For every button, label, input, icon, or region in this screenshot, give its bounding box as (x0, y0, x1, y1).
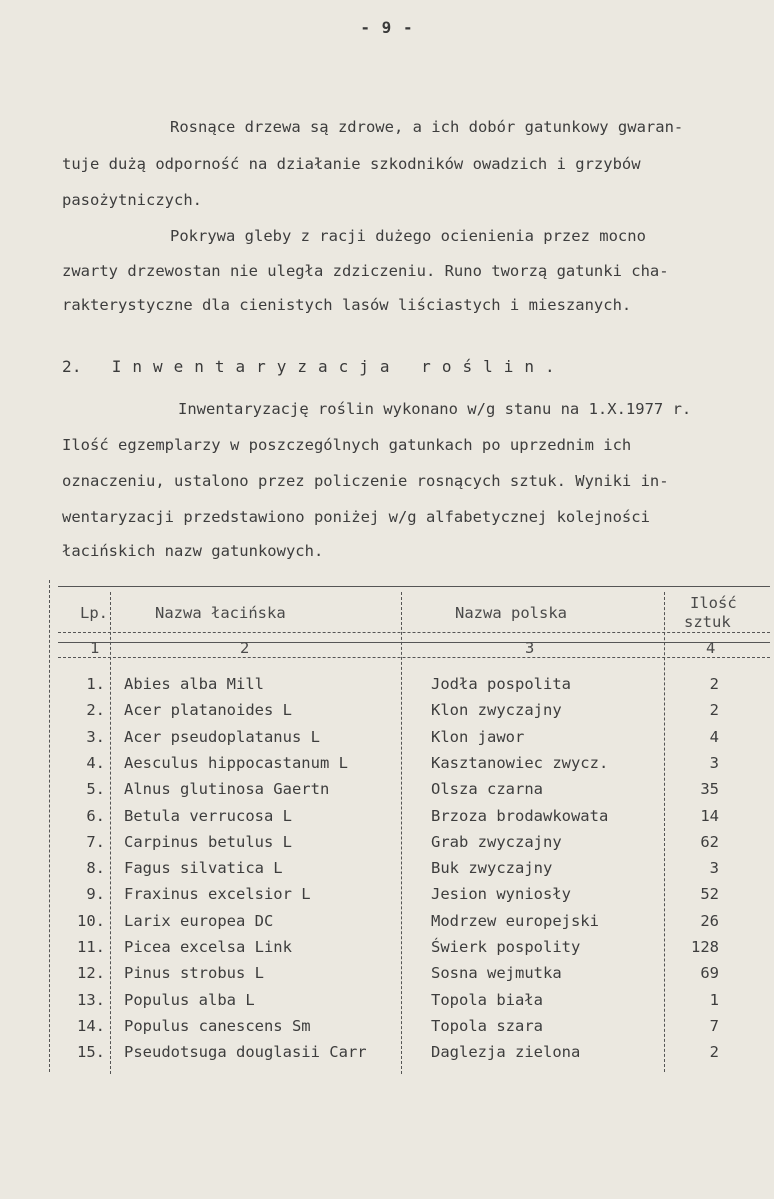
table-header-rule (58, 632, 770, 633)
row-count: 3 (709, 754, 719, 772)
section-heading (62, 357, 566, 376)
row-lp: 3. (86, 728, 105, 746)
column-number: 3 (525, 639, 535, 657)
row-lp: 14. (77, 1017, 105, 1035)
row-count: 2 (709, 701, 719, 719)
row-latin-name: Acer platanoides L (124, 701, 292, 719)
row-polish-name: Klon jawor (431, 728, 525, 746)
row-latin-name: Betula verrucosa L (124, 807, 292, 825)
row-count: 62 (700, 833, 719, 851)
text-line: Inwentaryzację roślin wykonano w/g stanu na 1.X.1977 r. (178, 400, 692, 418)
row-lp: 2. (86, 701, 105, 719)
row-count: 2 (709, 1043, 719, 1061)
row-count: 4 (709, 728, 719, 746)
row-count: 7 (709, 1017, 719, 1035)
text-line: Rosnące drzewa są zdrowe, a ich dobór gatunkowy gwaran- (170, 118, 684, 136)
row-lp: 7. (86, 833, 105, 851)
row-lp: 10. (77, 912, 105, 930)
header-polish-name: Nazwa polska (455, 604, 567, 622)
row-latin-name: Acer pseudoplatanus L (124, 728, 320, 746)
row-polish-name: Klon zwyczajny (431, 701, 562, 719)
text-line: wentaryzacji przedstawiono poniżej w/g alfabetycznej kolejności (62, 508, 650, 526)
header-count: Ilość (690, 594, 737, 612)
row-lp: 5. (86, 780, 105, 798)
row-count: 26 (700, 912, 719, 930)
row-polish-name: Świerk pospolity (431, 938, 581, 956)
row-latin-name: Fagus silvatica L (124, 859, 283, 877)
text-line: Pokrywa gleby z racji dużego ocienienia przez mocno (170, 227, 646, 245)
text-line: łacińskich nazw gatunkowych. (62, 542, 324, 560)
row-lp: 1. (86, 675, 105, 693)
row-count: 2 (709, 675, 719, 693)
column-number: 4 (706, 639, 716, 657)
row-latin-name: Alnus glutinosa Gaertn (124, 780, 330, 798)
row-latin-name: Abies alba Mill (124, 675, 264, 693)
row-polish-name: Sosna wejmutka (431, 964, 562, 982)
text-line: Ilość egzemplarzy w poszczególnych gatunkach po uprzednim ich (62, 436, 632, 454)
column-number: 1 (90, 639, 100, 657)
row-count: 52 (700, 885, 719, 903)
row-count: 35 (700, 780, 719, 798)
row-lp: 12. (77, 964, 105, 982)
row-polish-name: Topola szara (431, 1017, 543, 1035)
row-latin-name: Pseudotsuga douglasii Carr (124, 1043, 367, 1061)
table-col-rule (401, 592, 402, 1074)
row-latin-name: Carpinus betulus L (124, 833, 292, 851)
row-polish-name: Kasztanowiec zwycz. (431, 754, 609, 772)
row-lp: 13. (77, 991, 105, 1009)
header-lp: Lp. (80, 604, 108, 622)
row-latin-name: Aesculus hippocastanum L (124, 754, 348, 772)
row-polish-name: Brzoza brodawkowata (431, 807, 609, 825)
text-line: zwarty drzewostan nie uległa zdziczeniu. Runo tworzą gatunki cha- (62, 262, 669, 280)
row-polish-name: Daglezja zielona (431, 1043, 581, 1061)
row-count: 14 (700, 807, 719, 825)
row-polish-name: Olsza czarna (431, 780, 543, 798)
header-latin-name: Nazwa łacińska (155, 604, 286, 622)
row-polish-name: Jodła pospolita (431, 675, 571, 693)
row-polish-name: Buk zwyczajny (431, 859, 553, 877)
row-latin-name: Larix europea DC (124, 912, 274, 930)
table-top-rule (58, 586, 770, 587)
row-count: 69 (700, 964, 719, 982)
section-title: Inwentaryzacja roślin. (111, 357, 566, 376)
row-latin-name: Picea excelsa Link (124, 938, 292, 956)
section-number: 2. (62, 357, 82, 376)
page-number: - 9 - (360, 18, 414, 37)
table-left-rule (49, 580, 50, 1072)
row-latin-name: Fraxinus excelsior L (124, 885, 311, 903)
row-lp: 6. (86, 807, 105, 825)
row-lp: 11. (77, 938, 105, 956)
row-lp: 15. (77, 1043, 105, 1061)
table-header-rule (58, 642, 770, 643)
row-count: 128 (691, 938, 719, 956)
row-latin-name: Pinus strobus L (124, 964, 264, 982)
row-polish-name: Grab zwyczajny (431, 833, 562, 851)
table-col-rule (110, 592, 111, 1074)
header-count: sztuk (684, 613, 731, 631)
row-count: 3 (709, 859, 719, 877)
text-line: oznaczeniu, ustalono przez policzenie rosnących sztuk. Wyniki in- (62, 472, 669, 490)
row-count: 1 (709, 991, 719, 1009)
row-lp: 4. (86, 754, 105, 772)
text-line: tuje dużą odporność na działanie szkodników owadzich i grzybów (62, 155, 641, 173)
table-col-rule (664, 592, 665, 1072)
row-polish-name: Modrzew europejski (431, 912, 599, 930)
row-latin-name: Populus alba L (124, 991, 255, 1009)
text-line: pasożytniczych. (62, 191, 202, 209)
row-latin-name: Populus canescens Sm (124, 1017, 311, 1035)
text-line: rakterystyczne dla cienistych lasów liściastych i mieszanych. (62, 296, 632, 314)
row-lp: 8. (86, 859, 105, 877)
row-polish-name: Topola biała (431, 991, 543, 1009)
column-number: 2 (240, 639, 250, 657)
row-lp: 9. (86, 885, 105, 903)
row-polish-name: Jesion wyniosły (431, 885, 571, 903)
table-colnum-rule (58, 657, 770, 658)
